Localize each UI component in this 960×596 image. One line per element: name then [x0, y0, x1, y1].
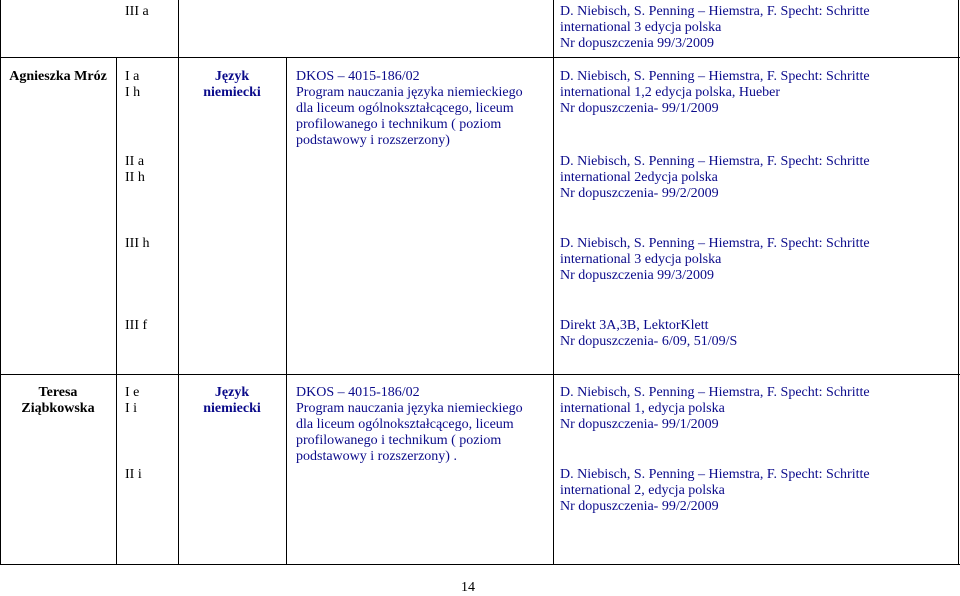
table-col-divider-2	[178, 0, 179, 565]
textbook-cell: D. Niebisch, S. Penning – Hiemstra, F. Specht: Schritte international 3 edycja polska Nr dopuszczenia 99/3/2009	[560, 4, 870, 51]
page-number: 14	[461, 580, 475, 595]
class-cell: I e I i	[125, 385, 140, 416]
teacher-name: Agnieszka Mróz	[9, 69, 107, 84]
table-border-bottom	[0, 564, 960, 565]
teacher-name: Teresa Ziąbkowska	[21, 385, 95, 416]
table-border-row1-bottom	[0, 374, 960, 375]
textbook-cell: Direkt 3A,3B, LektorKlett Nr dopuszczenia- 6/09, 51/09/S	[560, 318, 738, 349]
textbook-cell: D. Niebisch, S. Penning – Hiemstra, F. Specht: Schritte international 3 edycja polska Nr dopuszczenia 99/3/2009	[560, 236, 870, 283]
class-cell: II a II h	[125, 154, 145, 185]
table-border-top-row	[0, 57, 960, 58]
textbook-cell: D. Niebisch, S. Penning – Hiemstra, F. Specht: Schritte international 2, edycja polska Nr dopuszczenia- 99/2/2009	[560, 467, 870, 514]
subject-cell: Język niemiecki	[203, 69, 261, 100]
program-cell: DKOS – 4015-186/02 Program nauczania języka niemieckiego dla liceum ogólnokształcącego, liceum profilowanego i technikum ( poziom podstawowy i rozszerzony)	[296, 69, 523, 148]
class-cell: III f	[125, 318, 148, 333]
subject-cell: Język niemiecki	[203, 385, 261, 416]
class-cell: III a	[125, 4, 149, 19]
textbook-cell: D. Niebisch, S. Penning – Hiemstra, F. Specht: Schritte international 2edycja polska Nr dopuszczenia- 99/2/2009	[560, 154, 870, 201]
textbook-cell: D. Niebisch, S. Penning – Hiemstra, F. Specht: Schritte international 1, edycja polska Nr dopuszczenia- 99/1/2009	[560, 385, 870, 432]
table-col-divider-1	[116, 57, 117, 565]
class-cell: I a I h	[125, 69, 141, 100]
table-col-divider-3	[286, 57, 287, 565]
table-border-left	[0, 0, 1, 565]
class-cell: II i	[125, 467, 142, 482]
program-cell: DKOS – 4015-186/02 Program nauczania języka niemieckiego dla liceum ogólnokształcącego, liceum profilowanego i technikum ( poziom podstawowy i rozszerzony) .	[296, 385, 523, 464]
table-col-divider-4	[553, 0, 554, 565]
class-cell: III h	[125, 236, 150, 251]
table-border-right	[958, 0, 959, 565]
textbook-cell: D. Niebisch, S. Penning – Hiemstra, F. Specht: Schritte international 1,2 edycja polska, Hueber Nr dopuszczenia- 99/1/2009	[560, 69, 870, 116]
